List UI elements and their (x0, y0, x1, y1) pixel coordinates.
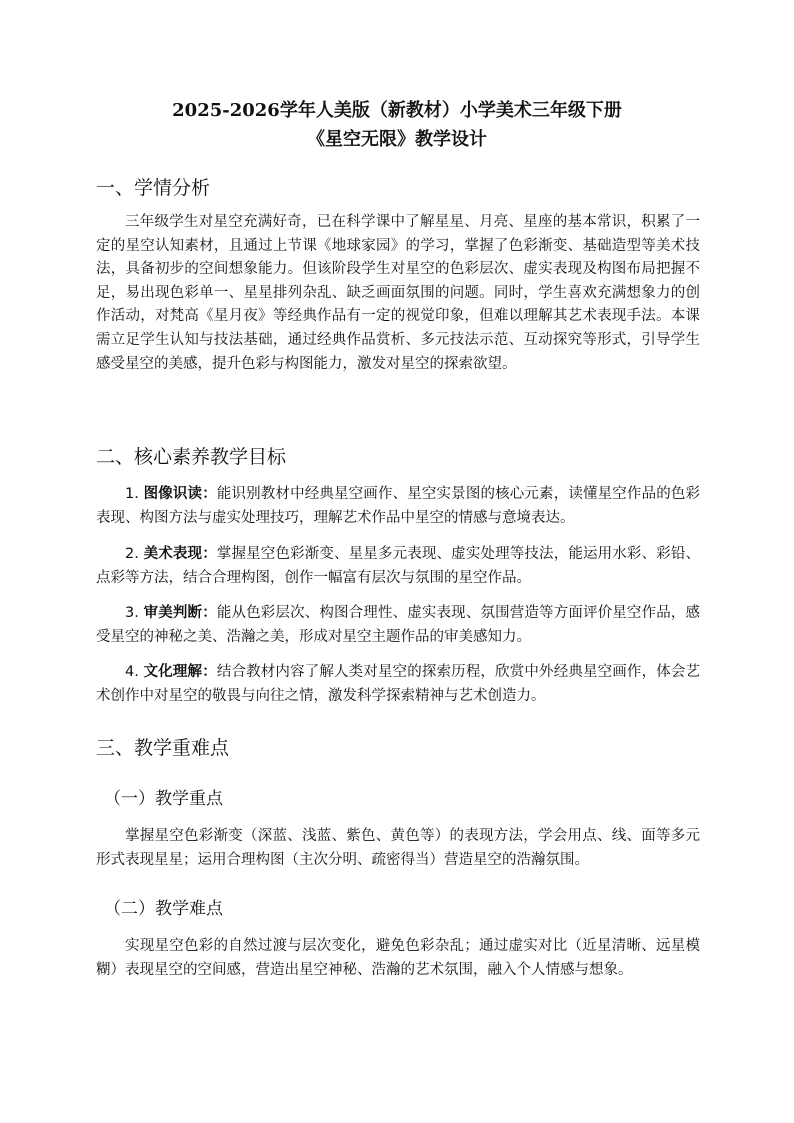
section-heading-core-objectives: 二、核心素养教学目标 (96, 446, 287, 468)
objective-number: 4. (125, 664, 139, 680)
key-points-paragraph: 掌握星空色彩渐变（深蓝、浅蓝、紫色、黄色等）的表现方法，学会用点、线、面等多元形式表现星星；运用合理构图（主次分明、疏密得当）营造星空的浩瀚氛围。 (96, 828, 700, 868)
subsection-heading-difficult-points: （二）教学难点 (104, 899, 223, 919)
objective-text: 能识别教材中经典星空画作、星空实景图的核心元素，读懂星空作品的色彩表现、构图方法与虚实处理技巧，理解艺术作品中星空的情感与意境表达。 (96, 486, 701, 526)
objective-item (96, 543, 700, 590)
subsection-heading-key-points: （一）教学重点 (104, 789, 223, 809)
objective-number: 1. (125, 486, 139, 502)
difficult-points-paragraph: 实现星空色彩的自然过渡与层次变化，避免色彩杂乱；通过虚实对比（近星清晰、远星模糊）表现星空的空间感，营造出星空神秘、浩瀚的艺术氛围，融入个人情感与想象。 (96, 938, 700, 978)
objective-label: 美术表现： (143, 546, 217, 562)
objective-text: 结合教材内容了解人类对星空的探索历程，欣赏中外经典星空画作，体会艺术创作中对星空的敬畏与向往之情，激发科学探索精神与艺术创造力。 (96, 664, 701, 704)
section-heading-key-difficult-points: 三、教学重难点 (96, 737, 230, 759)
objective-item (96, 602, 700, 649)
objective-number: 2. (125, 546, 139, 562)
objective-text: 能从色彩层次、构图合理性、虚实表现、氛围营造等方面评价星空作品，感受星空的神秘之美、浩瀚之美，形成对星空主题作品的审美感知力。 (96, 605, 701, 645)
document-title-line-1: 2025-2026学年人美版（新教材）小学美术三年级下册 (172, 100, 622, 121)
section-heading-learner-analysis: 一、学情分析 (96, 177, 211, 199)
objective-label: 审美判断： (143, 605, 217, 621)
objective-item (96, 661, 700, 708)
objective-text: 掌握星空色彩渐变、星星多元表现、虚实处理等技法，能运用水彩、彩铅、点彩等方法，结合合理构图，创作一幅富有层次与氛围的星空作品。 (96, 546, 701, 586)
document-title-line-2: 《星空无限》教学设计 (307, 129, 487, 150)
learner-analysis-paragraph: 三年级学生对星空充满好奇，已在科学课中了解星星、月亮、星座的基本常识，积累了一定的星空认知素材，且通过上节课《地球家园》的学习，掌握了色彩渐变、基础造型等美术技法，具备初步的空间想象能力。但该阶段学生对星空的色彩层次、虚实表现及构图布局把握不足，易出现色彩单一、星星排列杂乱、缺乏画面氛围的问题。同时，学生喜欢充满想象力的创作活动，对梵高《星月夜》等经典作品有一定的视觉印象，但难以理解其艺术表现手法。本课需立足学生认知与技法基础，通过经典作品赏析、多元技法示范、互动探究等形式，引导学生感受星空的美感，提升色彩与构图能力，激发对星空的探索欲望。 (96, 214, 700, 372)
objective-label: 文化理解： (143, 664, 217, 680)
objective-item (96, 483, 700, 530)
objective-number: 3. (125, 605, 139, 621)
objective-label: 图像识读： (143, 486, 217, 502)
